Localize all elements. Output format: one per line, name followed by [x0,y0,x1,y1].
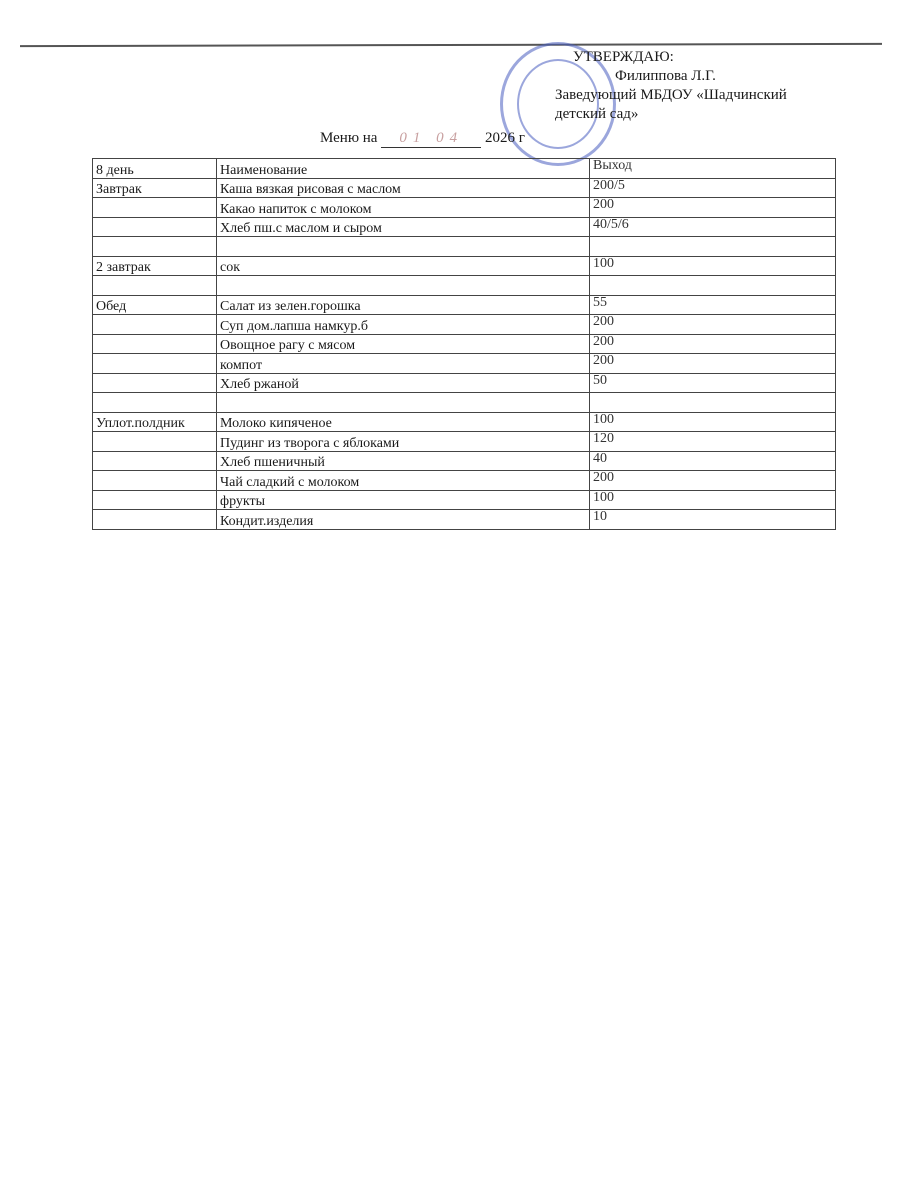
meal-cell [93,432,217,452]
table-row [93,471,836,491]
menu-table [92,158,836,530]
table-row [93,217,836,237]
yield-cell: 200 [590,315,836,335]
approve-label: УТВЕРЖДАЮ: [573,49,674,65]
yield-cell: 200 [590,334,836,354]
meal-cell [93,471,217,491]
table-row [93,451,836,471]
meal-cell [93,354,217,374]
table-row [93,432,836,452]
menu-title [320,130,525,148]
table-row [93,276,836,296]
meal-cell [93,198,217,218]
title-prefix: Меню на [320,130,378,146]
dish-cell: Пудинг из творога с яблоками [217,432,590,452]
approver-name: Филиппова Л.Г. [615,68,716,84]
table-row [93,256,836,276]
meal-cell [93,451,217,471]
menu-date: 01 04 [381,130,481,148]
meal-cell [93,276,217,296]
scan-top-line [20,43,882,47]
yield-cell: 40/5/6 [590,217,836,237]
table-row [93,315,836,335]
yield-cell: 100 [590,412,836,432]
dish-cell: Чай сладкий с молоком [217,471,590,491]
yield-cell: 100 [590,490,836,510]
dish-cell: сок [217,256,590,276]
table-row [93,490,836,510]
dish-cell [217,237,590,257]
yield-cell: 40 [590,451,836,471]
yield-cell: 200 [590,354,836,374]
table-row [93,237,836,257]
table-row [93,198,836,218]
meal-cell: Обед [93,295,217,315]
dish-cell [217,276,590,296]
table-row [93,354,836,374]
yield-cell: 10 [590,510,836,530]
table-row [93,373,836,393]
title-suffix: 2026 г [484,130,525,146]
approver-position-2: детский сад» [555,106,639,122]
table-row [93,412,836,432]
table-row [93,393,836,413]
approval-block [555,48,787,124]
meal-cell: Уплот.полдник [93,412,217,432]
meal-cell [93,393,217,413]
yield-cell [590,276,836,296]
meal-cell [93,217,217,237]
dish-cell: Суп дом.лапша намкур.б [217,315,590,335]
meal-cell [93,373,217,393]
dish-cell: Кондит.изделия [217,510,590,530]
meal-cell [93,510,217,530]
dish-cell: фрукты [217,490,590,510]
header-day: 8 день [93,159,217,179]
header-yield: Выход [590,159,836,179]
header-name: Наименование [217,159,590,179]
dish-cell: Овощное рагу с мясом [217,334,590,354]
dish-cell: Молоко кипяченое [217,412,590,432]
table-row [93,334,836,354]
yield-cell [590,393,836,413]
yield-cell: 50 [590,373,836,393]
dish-cell: компот [217,354,590,374]
meal-cell [93,490,217,510]
meal-cell [93,315,217,335]
meal-cell [93,237,217,257]
yield-cell [590,237,836,257]
yield-cell: 200 [590,471,836,491]
yield-cell: 200 [590,198,836,218]
yield-cell: 200/5 [590,178,836,198]
dish-cell [217,393,590,413]
yield-cell: 100 [590,256,836,276]
approver-position: Заведующий МБДОУ «Шадчинский [555,87,787,103]
table-header-row [93,159,836,179]
dish-cell: Хлеб пш.с маслом и сыром [217,217,590,237]
dish-cell: Хлеб пшеничный [217,451,590,471]
meal-cell [93,334,217,354]
table-row [93,510,836,530]
meal-cell: 2 завтрак [93,256,217,276]
dish-cell: Салат из зелен.горошка [217,295,590,315]
meal-cell: Завтрак [93,178,217,198]
table-row [93,295,836,315]
dish-cell: Какао напиток с молоком [217,198,590,218]
yield-cell: 55 [590,295,836,315]
dish-cell: Каша вязкая рисовая с маслом [217,178,590,198]
table-row [93,178,836,198]
dish-cell: Хлеб ржаной [217,373,590,393]
yield-cell: 120 [590,432,836,452]
